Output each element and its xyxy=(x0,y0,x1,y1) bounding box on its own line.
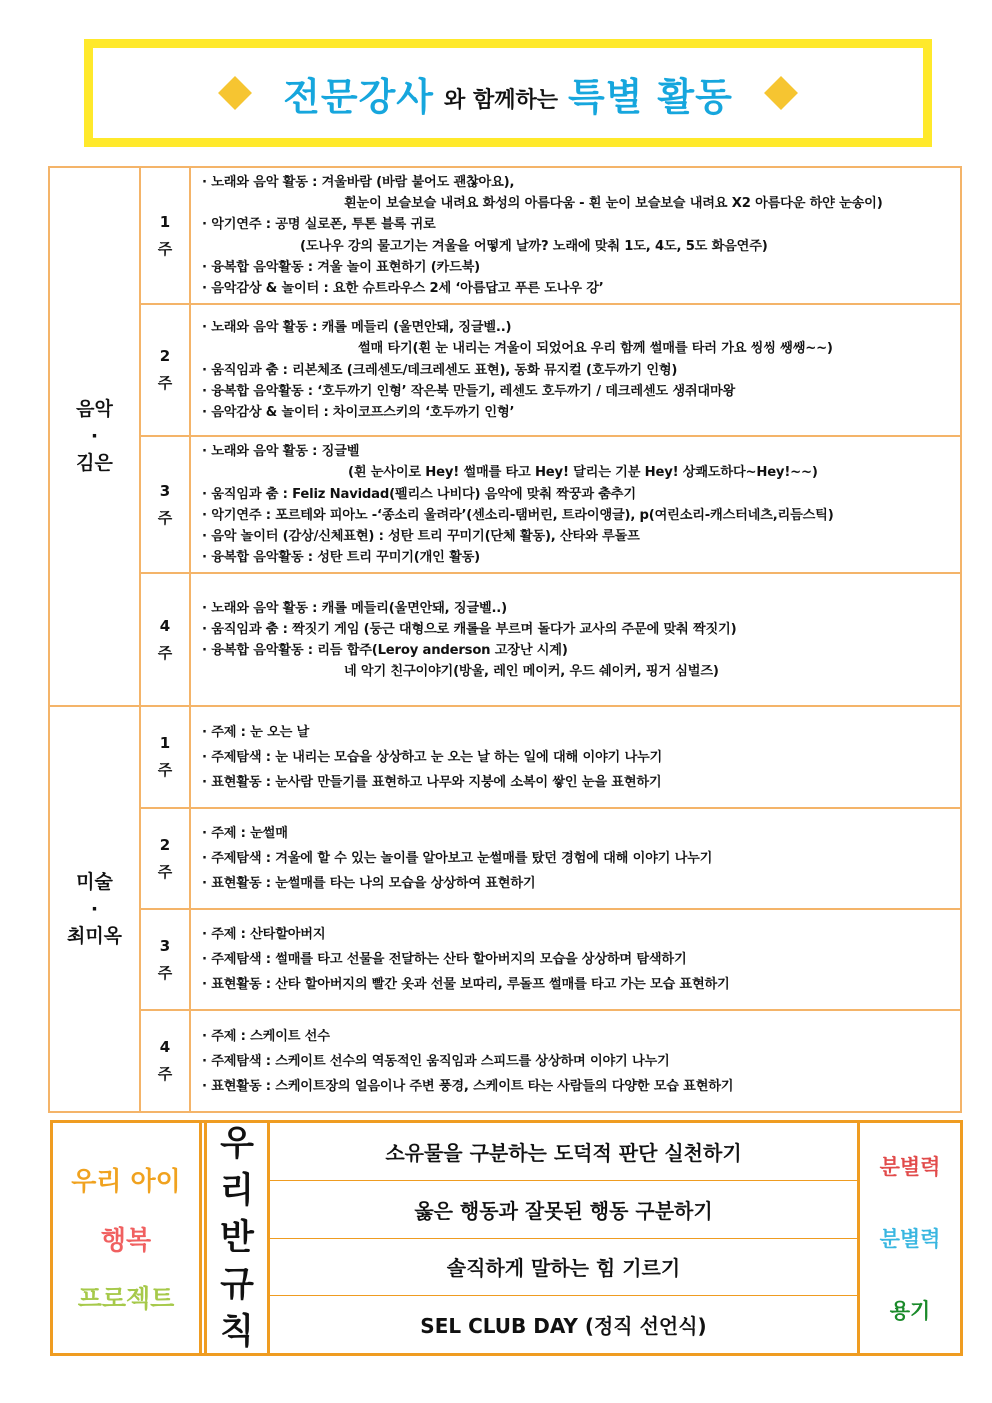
activity-line: · 움직임과 춤 : 짝짓기 게임 (둥근 대형으로 캐롤을 부르며 돌다가 교사의 주문에 맞춰 짝짓기) xyxy=(202,621,737,637)
title-part-1: 전문강사 xyxy=(283,74,435,119)
activity-line: · 악기연주 : 공명 실로폰, 투톤 블록 귀로 xyxy=(202,217,436,233)
week-number: 4 xyxy=(159,1038,171,1057)
activity-line: (흰 눈사이로 Hey! 썰매를 타고 Hey! 달리는 기분 Hey! 상쾌도하다~Hey!~~) xyxy=(348,465,818,481)
vertical-char: 반 xyxy=(220,1217,254,1258)
virtue-label: 분별력 xyxy=(879,1155,941,1179)
activity-line: · 융복합 음악활동 : 겨울 놀이 표현하기 (카드북) xyxy=(202,259,480,275)
activity-line: · 융복합 음악활동 : 리듬 합주(Leroy anderson 고장난 시계) xyxy=(202,642,568,658)
rule-item: 솔직하게 말하는 힘 기르기 xyxy=(270,1239,857,1297)
activity-line: · 표현활동 : 눈썰매를 타는 나의 모습을 상상하여 표현하기 xyxy=(202,876,536,892)
diamond-icon xyxy=(764,76,798,110)
table-row xyxy=(49,909,961,1010)
activity-line: · 주제탐색 : 겨울에 할 수 있는 놀이를 알아보고 눈썰매를 탔던 경험에 대해 이야기 나누기 xyxy=(202,851,713,867)
activity-line: 썰매 타기(흰 눈 내리는 겨울이 되었어요 우리 함께 썰매를 타러 가요 씽씽 쌩쌩~~) xyxy=(358,341,833,357)
activity-cell xyxy=(190,304,961,436)
subject-dot: · xyxy=(90,425,99,448)
activity-line: · 노래와 음악 활동 : 겨울바람 (바람 불어도 괜찮아요), xyxy=(202,175,515,190)
activity-line: · 노래와 음악 활동 : 캐롤 메들리(울면안돼, 징글벨..) xyxy=(202,600,507,616)
rules-list xyxy=(270,1123,860,1353)
week-unit: 주 xyxy=(157,374,173,393)
project-label-line: 행복 xyxy=(100,1226,152,1256)
subject-name: 음악 xyxy=(76,398,113,421)
table-row xyxy=(49,304,961,436)
title-part-2: 와 함께하는 xyxy=(444,87,558,113)
week-number: 2 xyxy=(159,347,171,366)
activity-line: · 융복합 음악활동 : ‘호두까기 인형’ 작은북 만들기, 레센도 호두까기 / 데크레센도 생쥐대마왕 xyxy=(202,383,736,399)
activity-line: · 주제 : 스케이트 선수 xyxy=(202,1028,330,1044)
week-unit: 주 xyxy=(157,1065,173,1084)
activity-cell xyxy=(190,706,961,808)
vertical-char: 리 xyxy=(220,1170,254,1211)
activity-line: 흰눈이 보슬보슬 내려요 화성의 아름다움 - 흰 눈이 보슬보슬 내려요 X2 아름다운 하얀 눈송이) xyxy=(344,196,883,212)
activity-line: · 주제 : 눈 오는 날 xyxy=(202,724,310,740)
table-row xyxy=(49,706,961,808)
activity-line: · 주제 : 눈썰매 xyxy=(202,826,288,842)
teacher-name: 최미옥 xyxy=(66,924,123,947)
title-part-3: 특별 xyxy=(567,74,644,119)
teacher-name: 김은 xyxy=(76,452,113,475)
week-unit: 주 xyxy=(157,862,173,881)
activity-line: · 노래와 음악 활동 : 캐롤 메들리 (울면안돼, 징글벨..) xyxy=(202,320,512,336)
table-row xyxy=(49,436,961,573)
rule-item: 옳은 행동과 잘못된 행동 구분하기 xyxy=(270,1181,857,1239)
activity-line: · 음악감상 & 놀이터 : 요한 슈트라우스 2세 ‘아름답고 푸른 도나우 강’ xyxy=(202,281,604,297)
week-cell xyxy=(140,808,190,909)
week-cell xyxy=(140,304,190,436)
week-number: 3 xyxy=(159,936,171,955)
project-label-line: 우리 아이 xyxy=(71,1167,181,1197)
activity-line: · 주제탐색 : 스케이트 선수의 역동적인 움직임과 스피드를 상상하며 이야기 나누기 xyxy=(202,1053,670,1069)
vertical-char: 우 xyxy=(220,1123,254,1164)
activity-line: · 음악감상 & 놀이터 : 차이코프스키의 ‘호두까기 인형’ xyxy=(202,405,515,421)
subject-dot: · xyxy=(90,897,99,920)
table-row xyxy=(49,573,961,706)
activity-cell xyxy=(190,1010,961,1112)
week-cell xyxy=(140,436,190,573)
activity-cell xyxy=(190,808,961,909)
week-unit: 주 xyxy=(157,963,173,982)
activity-line: · 표현활동 : 산타 할아버지의 빨간 옷과 선물 보따리, 루돌프 썰매를 타고 가는 모습 표현하기 xyxy=(202,977,730,993)
table-row xyxy=(49,808,961,909)
table-row xyxy=(49,1010,961,1112)
activity-line: · 표현활동 : 스케이트장의 얼음이나 주변 풍경, 스케이트 타는 사람들의 다양한 모습 표현하기 xyxy=(202,1078,734,1094)
week-number: 1 xyxy=(159,212,171,231)
activity-line: · 노래와 음악 활동 : 징글벨 xyxy=(202,444,360,460)
activity-line: 네 악기 친구이야기(방울, 레인 메이커, 우드 쉐이커, 핑거 심벌즈) xyxy=(344,664,719,680)
activity-line: · 표현활동 : 눈사람 만들기를 표현하고 나무와 지붕에 소복이 쌓인 눈을 표현하기 xyxy=(202,774,662,790)
title-banner xyxy=(84,39,932,147)
activity-cell xyxy=(190,436,961,573)
activity-line: · 주제탐색 : 눈 내리는 모습을 상상하고 눈 오는 날 하는 일에 대해 이야기 나누기 xyxy=(202,749,663,765)
activity-line: · 주제 : 산타할아버지 xyxy=(202,927,326,943)
activity-cell xyxy=(190,167,961,304)
table-row xyxy=(49,167,961,304)
week-number: 3 xyxy=(159,481,171,500)
week-cell xyxy=(140,909,190,1010)
week-unit: 주 xyxy=(157,643,173,662)
vertical-char: 칙 xyxy=(220,1311,254,1352)
vertical-char: 규 xyxy=(220,1264,254,1305)
rule-item: 소유물을 구분하는 도덕적 판단 실천하기 xyxy=(270,1123,857,1181)
rule-item: SEL CLUB DAY (정직 선언식) xyxy=(420,1314,707,1339)
happiness-project-label xyxy=(53,1123,202,1353)
activity-cell xyxy=(190,909,961,1010)
class-rules-vertical-title xyxy=(204,1123,270,1353)
music-subject-cell xyxy=(49,167,140,706)
activity-line: · 주제탐색 : 썰매를 타고 선물을 전달하는 산타 할아버지의 모습을 상상하며 탐색하기 xyxy=(202,952,687,968)
activity-line: · 움직임과 춤 : Feliz Navidad(펠리스 나비다) 음악에 맞춰 짝꿍과 춤추기 xyxy=(202,486,636,502)
week-cell xyxy=(140,573,190,706)
project-label-line: 프로젝트 xyxy=(77,1284,175,1313)
week-number: 4 xyxy=(159,616,171,635)
week-number: 2 xyxy=(159,835,171,854)
activity-line: · 음악 놀이터 (감상/신체표현) : 성탄 트리 꾸미기(단체 활동), 산타와 루돌프 xyxy=(202,529,640,545)
week-cell xyxy=(140,167,190,304)
activity-line: · 융복합 음악활동 : 성탄 트리 꾸미기(개인 활동) xyxy=(202,550,480,566)
virtue-label: 용기 xyxy=(889,1299,931,1323)
week-unit: 주 xyxy=(157,508,173,527)
activity-line: (도나우 강의 물고기는 겨울을 어떻게 날까? 노래에 맞춰 1도, 4도, 5도 화음연주) xyxy=(300,238,768,254)
diamond-icon xyxy=(218,76,252,110)
week-unit: 주 xyxy=(157,761,173,780)
week-unit: 주 xyxy=(157,239,173,258)
virtue-labels xyxy=(860,1123,960,1353)
week-number: 1 xyxy=(159,734,171,753)
class-rules-box xyxy=(50,1120,963,1356)
activity-line: · 악기연주 : 포르테와 피아노 -‘종소리 울려라’(센소리-탬버린, 트라이앵글), p(여린소리-캐스터네츠,리듬스틱) xyxy=(202,507,834,523)
subject-name: 미술 xyxy=(76,870,113,893)
title-part-4: 활동 xyxy=(657,74,733,119)
virtue-label: 분별력 xyxy=(879,1227,941,1251)
week-cell xyxy=(140,1010,190,1112)
activity-line: · 움직임과 춤 : 리본체조 (크레센도/데크레센도 표현), 동화 뮤지컬 (호두까기 인형) xyxy=(202,362,678,378)
activity-cell xyxy=(190,573,961,706)
week-cell xyxy=(140,706,190,808)
art-subject-cell xyxy=(49,706,140,1112)
schedule-table xyxy=(48,166,962,1113)
